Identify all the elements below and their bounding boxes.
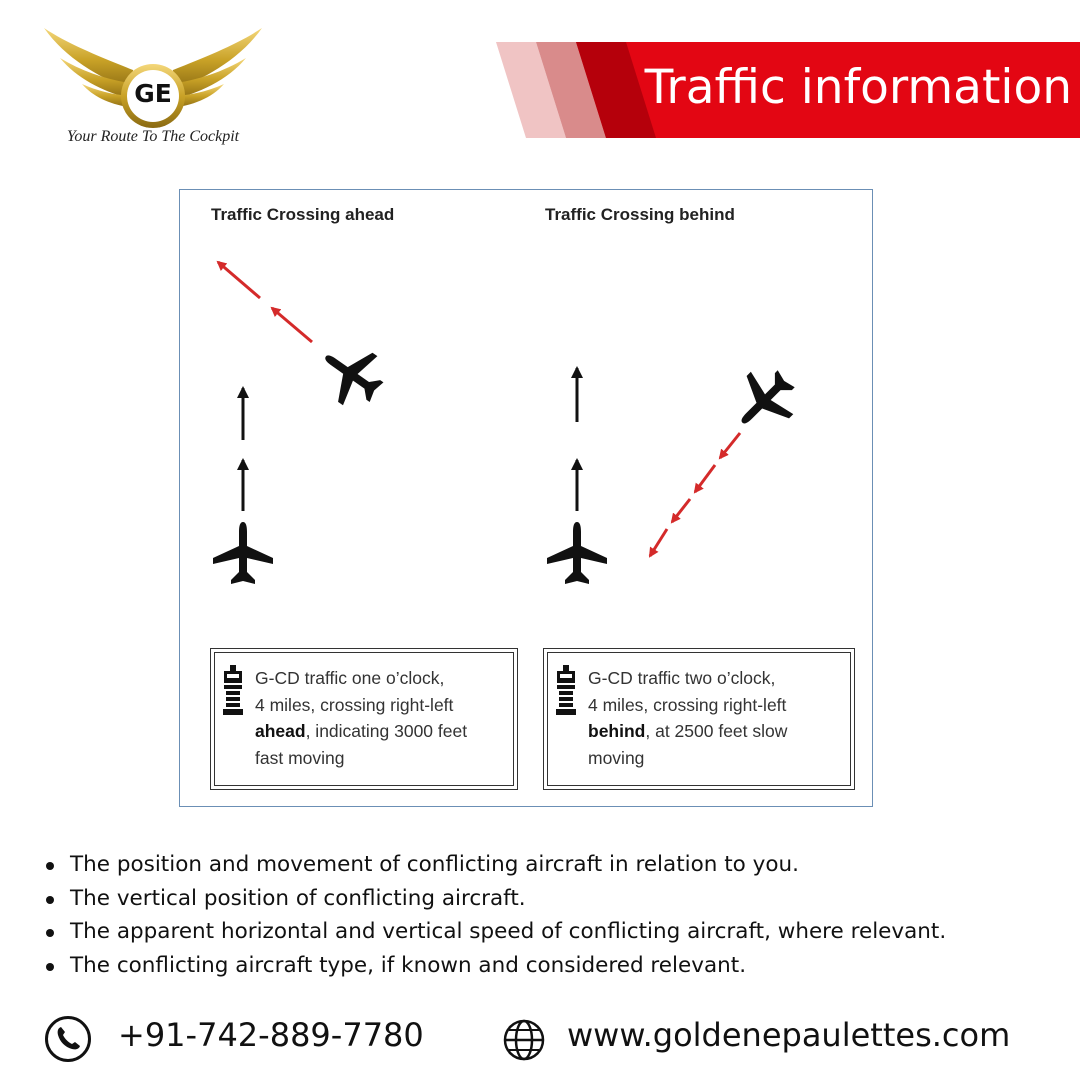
traffic-path-arrow-icon: [650, 433, 740, 556]
list-item: The position and movement of conflicting aircraft in relation to you.: [44, 848, 946, 882]
traffic-figure: [179, 189, 873, 807]
panel-heading-ahead: Traffic Crossing ahead: [211, 205, 395, 224]
control-tower-icon: [554, 665, 578, 721]
phone-icon[interactable]: [44, 1015, 92, 1063]
key-points-list: [44, 848, 946, 982]
title-banner: [496, 42, 1080, 138]
list-item: The vertical position of conflicting aircraft.: [44, 882, 946, 916]
message-line: G-CD traffic one o’clock,: [255, 668, 445, 688]
message-line: 4 miles, crossing right-left: [588, 694, 787, 715]
panel-heading-behind: Traffic Crossing behind: [545, 205, 735, 224]
website-link[interactable]: www.goldenepaulettes.com: [567, 1016, 1011, 1054]
message-rest: , indicating 3000 feet: [305, 721, 468, 741]
traffic-aircraft-icon: [721, 358, 807, 444]
atc-message-box-behind: [543, 648, 855, 790]
brand-logo: [38, 22, 268, 152]
list-item: The conflicting aircraft type, if known and considered relevant.: [44, 949, 946, 983]
message-line: fast moving: [255, 747, 345, 768]
message-emphasis: behind: [588, 721, 646, 741]
atc-message-ahead: [255, 665, 507, 771]
globe-icon[interactable]: [502, 1018, 546, 1062]
message-line: 4 miles, crossing right-left: [255, 694, 454, 715]
atc-message-behind: [588, 665, 844, 771]
message-line: G-CD traffic two o’clock,: [588, 668, 776, 688]
own-aircraft-icon: [213, 522, 273, 584]
list-item: The apparent horizontal and vertical speed of conflicting aircraft, where relevant.: [44, 915, 946, 949]
traffic-drawing: [180, 190, 874, 650]
control-tower-icon: [221, 665, 245, 721]
message-line: [255, 718, 507, 745]
message-emphasis: ahead: [255, 721, 306, 741]
page-title: Traffic information: [644, 60, 1072, 115]
traffic-path-arrow-icon: [218, 262, 312, 342]
atc-message-box-ahead: [210, 648, 518, 790]
message-rest: , at 2500 feet slow: [645, 721, 788, 741]
own-aircraft-icon: [547, 522, 607, 584]
logo-tagline: Your Route To The Cockpit: [66, 128, 240, 145]
traffic-aircraft-icon: [309, 332, 394, 417]
message-line: [588, 718, 844, 745]
message-line: moving: [588, 747, 645, 768]
phone-number[interactable]: +91-742-889-7780: [118, 1016, 424, 1054]
wings-emblem-icon: [38, 22, 268, 132]
logo-initials: GE: [134, 79, 172, 108]
